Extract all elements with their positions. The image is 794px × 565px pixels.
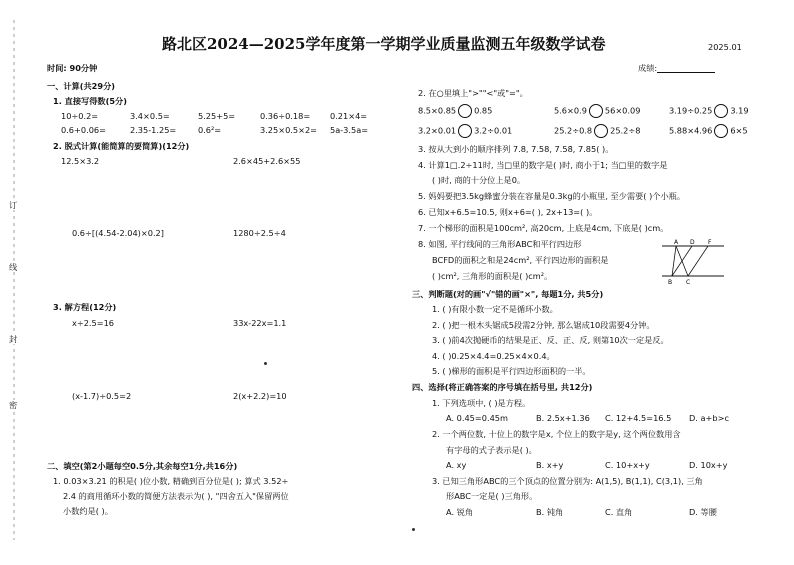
geometry-figure [660,236,728,286]
section4-heading: 四、选择(将正确答案的序号填在括号里, 共12分) [412,382,593,392]
section3-heading: 三、判断题(对的画"√"错的画"×", 每题1分, 共5分) [412,289,604,299]
binding-strip [8,0,20,561]
binding-char-4: 密 [9,400,18,410]
fill-q4-line1: 4. 计算1□.2÷11时, 当□里的数字是( )时, 商小于1; 当□里的数字是 [418,160,668,170]
binding-dash-line [8,0,20,561]
compare-circle[interactable] [458,104,472,118]
equation-3: (x-1.7)÷0.5=2 [72,391,132,401]
fill-q8-line1: 8. 如图, 平行线间的三角形ABC和平行四边形 [418,239,582,249]
direct-calc-r2-5: 5a-3.5a= [330,125,369,135]
compare-circle[interactable] [458,124,472,138]
fill-q5: 5. 妈妈要把3.5kg蜂蜜分装在容量是0.3kg的小瓶里, 至少需要( )个小瓶。 [418,191,686,201]
choice-q2-line1: 2. 一个两位数, 十位上的数字是x, 个位上的数字是y, 这个两位数用含 [432,429,681,439]
fill-q1-line2: 2.4 的商用循环小数的简便方法表示为( ), "四舍五入"保留两位 [63,491,289,501]
section1-part2: 2. 脱式计算(能简算的要简算)(12分) [53,141,190,151]
fill-q6: 6. 已知x+6.5=10.5, 则x+6=( ), 2x+13=( )。 [418,207,598,217]
label-F: F [708,239,712,246]
judge-4: 4. ( )0.25×4.4=0.25×4×0.4。 [432,351,555,361]
direct-calc-r2-1: 0.6+0.06= [61,125,106,135]
compare-r2-2: 25.2÷0.8 25.2÷8 [554,124,640,138]
scan-dot [264,362,267,365]
choice-q3-line1: 3. 已知三角形ABC的三个顶点的位置分别为: A(1,5), B(1,1), C(3,1), 三角 [432,476,703,486]
choice-q3-opt-b: B. 钝角 [536,507,564,517]
stepwise-calc-3: 0.6÷[(4.54-2.04)×0.2] [72,228,164,238]
binding-char-3: 封 [9,334,18,344]
score-field: 成绩: [638,63,715,73]
choice-q1-opt-d: D. a+b>c [689,413,729,423]
fill-q3: 3. 按从大到小的顺序排列 7.8, 7.58, 7.58̇, 7.85̇( )。 [418,144,614,154]
stepwise-calc-2: 2.6×45+2.6×55 [233,156,301,166]
page-title: 路北区2024—2025学年度第一学期学业质量监测五年级数学试卷 [162,35,606,53]
equation-4: 2(x+2.2)=10 [233,391,287,401]
section2-heading: 二、填空(第2小题每空0.5分,其余每空1分,共16分) [47,461,238,471]
choice-q2-opt-d: D. 10x+y [689,460,728,470]
compare-r2-3: 5.88×4.96 6×5 [669,124,748,138]
direct-calc-r2-4: 3.25×0.5×2= [260,125,318,135]
label-D: D [690,239,695,246]
choice-q2-line2: 有字母的式子表示是( )。 [446,445,537,455]
section1-heading: 一、计算(共29分) [47,81,116,91]
choice-q1-opt-a: A. 0.45=0.45m [446,413,508,423]
score-label: 成绩 [638,63,655,73]
scan-dot [412,528,415,531]
binding-char-2: 线 [9,262,18,272]
section1-part1: 1. 直接写得数(5分) [53,96,127,106]
exam-date: 2025.01 [708,42,742,52]
choice-q3-opt-d: D. 等腰 [689,507,717,517]
label-C: C [686,279,691,286]
fill-q2-instruction: 2. 在○里填上">""<"或"="。 [418,88,528,98]
choice-q3-line2: 形ABC一定是( )三角形。 [446,491,538,501]
fill-q1-line1: 1. 0.03×3.21 的积是( )位小数, 精确到百分位是( ); 算式 3.52÷ [53,476,289,486]
choice-q2-opt-a: A. xy [446,460,467,470]
binding-char-1: 订 [9,200,18,210]
compare-r2-1: 3.2×0.01 3.2÷0.01 [418,124,512,138]
judge-2: 2. ( )把一根木头锯成5段需2分钟, 那么锯成10段需要4分钟。 [432,320,655,330]
fill-q1-line3: 小数约是( )。 [63,506,113,516]
label-A: A [674,239,679,246]
judge-1: 1. ( )有限小数一定不是循环小数。 [432,304,558,314]
compare-r1-3: 3.19÷0.25 3.19 [669,104,749,118]
direct-calc-r1-1: 10÷0.2= [61,111,99,121]
exam-time: 时间: 90分钟 [47,63,98,73]
direct-calc-r1-5: 0.21×4= [330,111,368,121]
direct-calc-r2-3: 0.6²= [198,125,222,135]
choice-q1: 1. 下列选项中, ( )是方程。 [432,398,531,408]
equation-2: 33x-22x=1.1 [233,318,287,328]
direct-calc-r1-4: 0.36÷0.18= [260,111,311,121]
fill-q8-line2: BCFD的面积之和是24cm², 平行四边形的面积是 [432,255,609,265]
fill-q4-line2: ( )时, 商的十分位上是0。 [432,175,526,185]
compare-circle[interactable] [714,124,728,138]
choice-q2-opt-b: B. x+y [536,460,564,470]
compare-circle[interactable] [594,124,608,138]
stepwise-calc-4: 1280÷2.5÷4 [233,228,286,238]
fill-q7: 7. 一个梯形的面积是100cm², 高20cm, 上底是4cm, 下底是( )cm。 [418,223,669,233]
fill-q8-line3: ( )cm², 三角形的面积是( )cm²。 [432,271,553,281]
equation-1: x÷2.5=16 [72,318,115,328]
choice-q1-opt-b: B. 2.5x+1.36 [536,413,590,423]
choice-q3-opt-c: C. 直角 [605,507,633,517]
choice-q2-opt-c: C. 10+x+y [605,460,650,470]
label-B: B [668,279,673,286]
judge-5: 5. ( )梯形的面积是平行四边形面积的一半。 [432,366,591,376]
compare-r1-2: 5.6×0.9 56×0.09 [554,104,640,118]
direct-calc-r1-2: 3.4×0.5= [130,111,170,121]
compare-circle[interactable] [589,104,603,118]
section1-part3: 3. 解方程(12分) [53,302,117,312]
judge-3: 3. ( )前4次抛硬币的结果是正、反、正、反, 则第10次一定是反。 [432,335,669,345]
compare-r1-1: 8.5×0.85 0.85 [418,104,492,118]
direct-calc-r1-3: 5.25+5= [198,111,236,121]
stepwise-calc-1: 12.5×3.2 [61,156,100,166]
choice-q1-opt-c: C. 12+4.5=16.5 [605,413,672,423]
compare-circle[interactable] [714,104,728,118]
choice-q3-opt-a: A. 锐角 [446,507,474,517]
direct-calc-r2-2: 2.35-1.25= [130,125,177,135]
